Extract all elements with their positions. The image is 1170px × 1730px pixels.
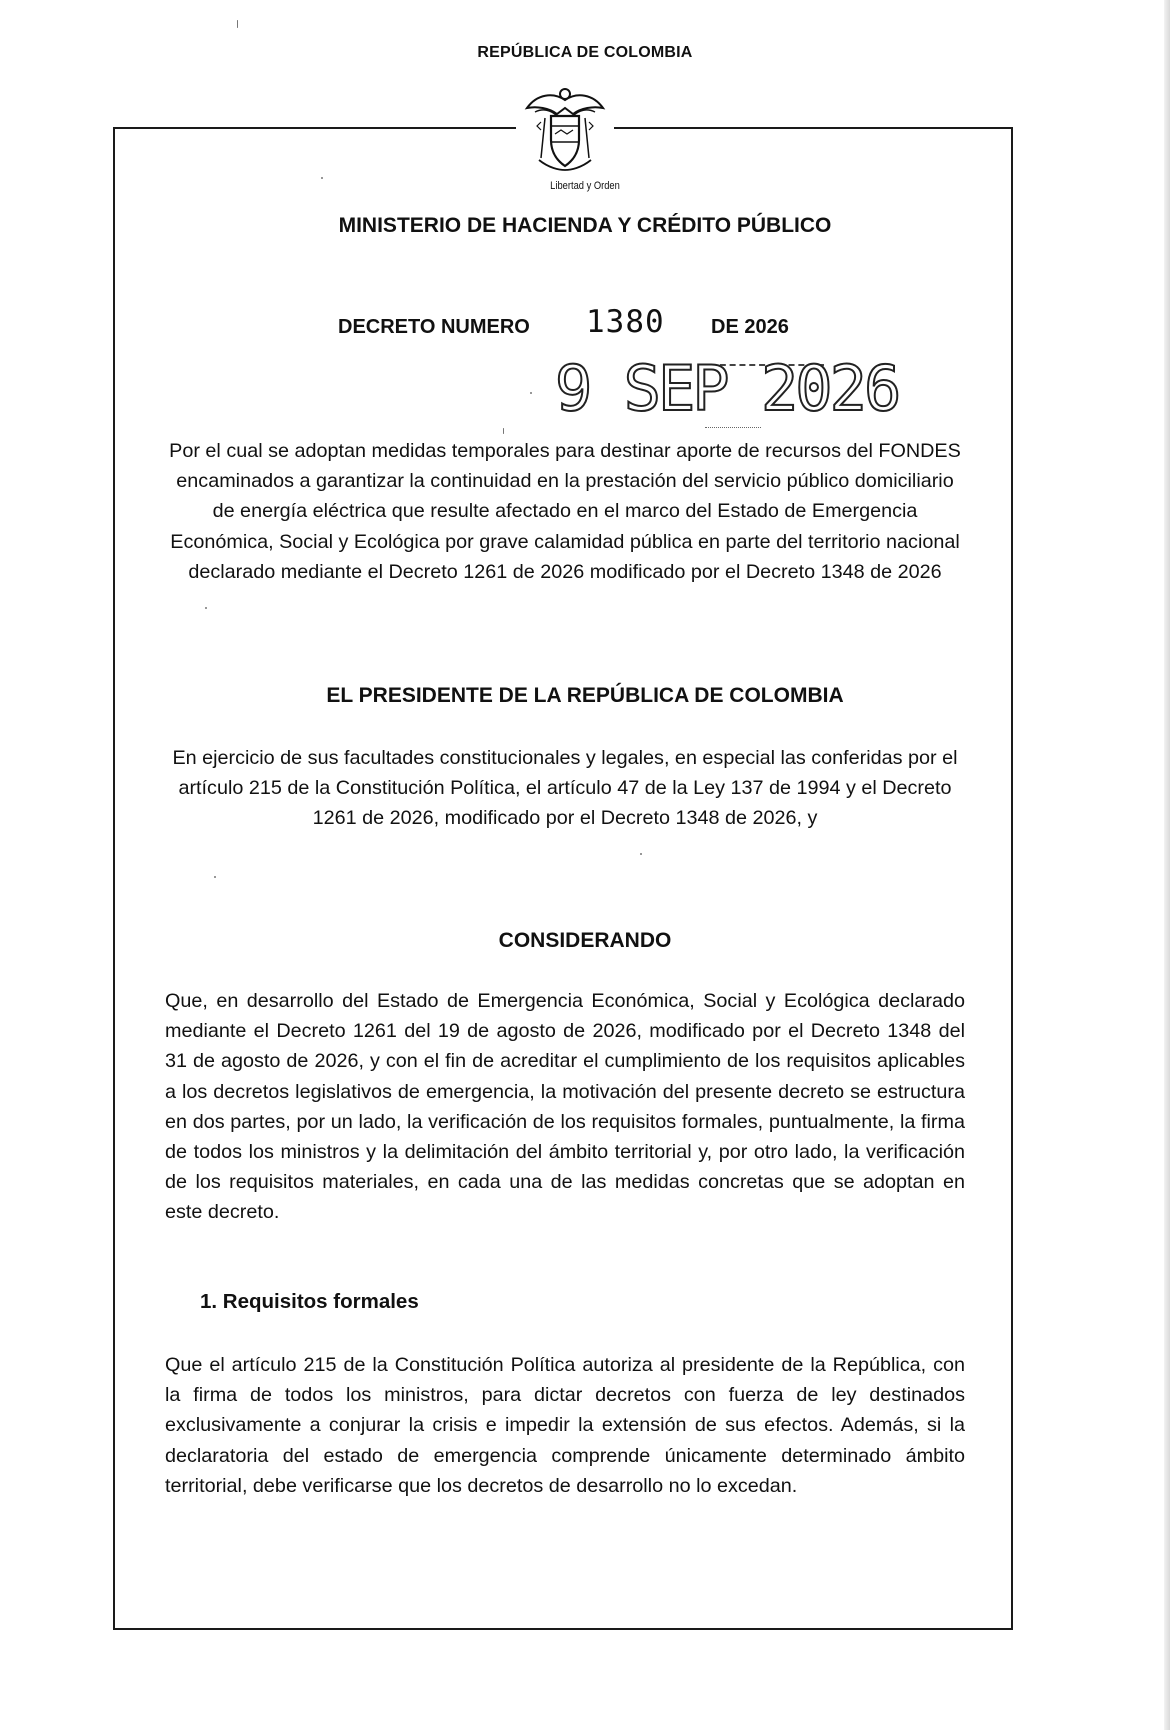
coat-of-arms-icon — [515, 78, 615, 178]
faculties-paragraph: En ejercicio de sus facultades constitucionales y legales, en especial las conferidas por el artículo 215 de la Constitución Política, el artículo 47 de la Ley 137 de 1994 y el Decreto 1261 de 2026, modificado por el Decreto 1348 de 2026, y — [172, 747, 958, 830]
decree-label: DECRETO NUMERO — [338, 316, 530, 338]
decree-number-line — [0, 304, 1170, 344]
republic-header: REPÚBLICA DE COLOMBIA — [477, 44, 693, 61]
scan-speck — [321, 177, 323, 179]
stamp-mark — [705, 427, 761, 429]
decree-number: 1380 — [586, 304, 665, 340]
president-heading: EL PRESIDENTE DE LA REPÚBLICA DE COLOMBIA — [326, 684, 844, 707]
date-stamp: 9 SEP 2026 — [555, 352, 899, 425]
page-edge — [1164, 0, 1170, 1730]
scan-speck — [640, 853, 642, 855]
considerando-paragraph-2: Que el artículo 215 de la Constitución Política autoriza al presidente de la República, con la firma de todos los ministros, para dictar decretos con fuerza de ley destinados exclusivamente a conjurar la crisis e impedir la extensión de sus efectos. Además, si la declaratoria del estado de emergencia comprende únicamente determinado ámbito territorial, debe verificarse que los decretos de desarrollo no lo excedan. — [165, 1354, 965, 1497]
scan-speck — [503, 428, 504, 434]
ministry-title: MINISTERIO DE HACIENDA Y CRÉDITO PÚBLICO — [338, 214, 832, 237]
decree-title: Por el cual se adoptan medidas temporales para destinar aporte de recursos del FONDES encaminados a garantizar la continuidad en la prestación del servicio público domiciliario de energía eléctrica que resulte afectado en el marco del Estado de Emergencia Económica, Social y Ecológica por grave calamidad pública en parte del territorio nacional declarado mediante el Decreto 1261 de 2026 modificado por el Decreto 1348 de 2026 — [169, 440, 961, 583]
scan-speck — [214, 876, 216, 878]
decree-year: DE 2026 — [711, 316, 789, 338]
section-1-heading: 1. Requisitos formales — [200, 1290, 419, 1313]
considerando-paragraph-1: Que, en desarrollo del Estado de Emergencia Económica, Social y Ecológica declarado mediante el Decreto 1261 del 19 de agosto de 2026, modificado por el Decreto 1348 del 31 de agosto de 2026, y con el fin de acreditar el cumplimiento de los requisitos aplicables a los decretos legislativos de emergencia, la motivación del presente decreto se estructura en dos partes, por un lado, la verificación de los requisitos formales, puntualmente, la firma de todos los ministros y la delimitación del ámbito territorial y, por otro lado, la verificación de los requisitos materiales, en cada una de las medidas concretas que se adoptan en este decreto. — [165, 990, 965, 1224]
considerando-heading: CONSIDERANDO — [498, 929, 672, 952]
scan-speck — [530, 392, 532, 394]
scan-speck — [237, 20, 238, 28]
scan-speck — [205, 607, 207, 609]
seal-motto: Libertad y Orden — [550, 180, 620, 192]
